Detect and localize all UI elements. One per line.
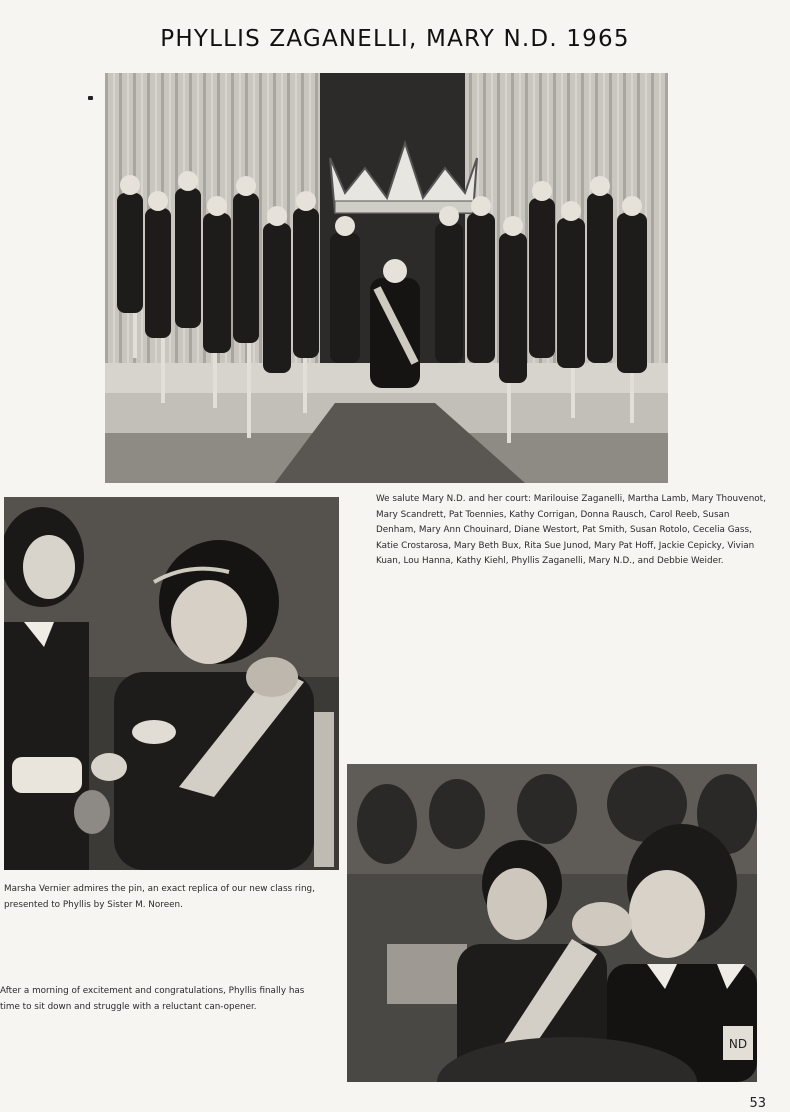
court-caption: We salute Mary N.D. and her court: Marilouise Zaganelli, Martha Lamb, Mary Thouvenot, Mary Scandrett, Pat Toennies, Kathy Corrigan, Donna Rausch, Carol Reeb, Susan Denham, Mary Ann Chouinard, Diane Westort, Pat Smith, Susan Rotolo, Cecelia Gass, Katie Crostarosa, Mary Beth Bux, Rita Sue Junod, Mary Pat Hoff, Jackie Cepicky, Vivian Kuan, Lou Hanna, Kathy Kiehl, Phyllis Zaganelli, Mary N.D., and Debbie Weider. xyxy=(376,494,766,566)
can-opener-caption: After a morning of excitement and congratulations, Phyllis finally has time to sit down and struggle with a reluctant can-opener. xyxy=(0,986,305,1012)
court-photo xyxy=(105,73,668,483)
pin-caption: Marsha Vernier admires the pin, an exact replica of our new class ring, presented to Phyllis by Sister M. Noreen. xyxy=(4,884,315,910)
page-number: 53 xyxy=(749,1096,766,1111)
pin-photo xyxy=(4,497,339,870)
lunch-photo xyxy=(347,764,757,1082)
nd-emblem: ND xyxy=(728,1037,748,1051)
print-speck xyxy=(88,96,93,100)
page-title: PHYLLIS ZAGANELLI, MARY N.D. 1965 xyxy=(160,26,630,52)
